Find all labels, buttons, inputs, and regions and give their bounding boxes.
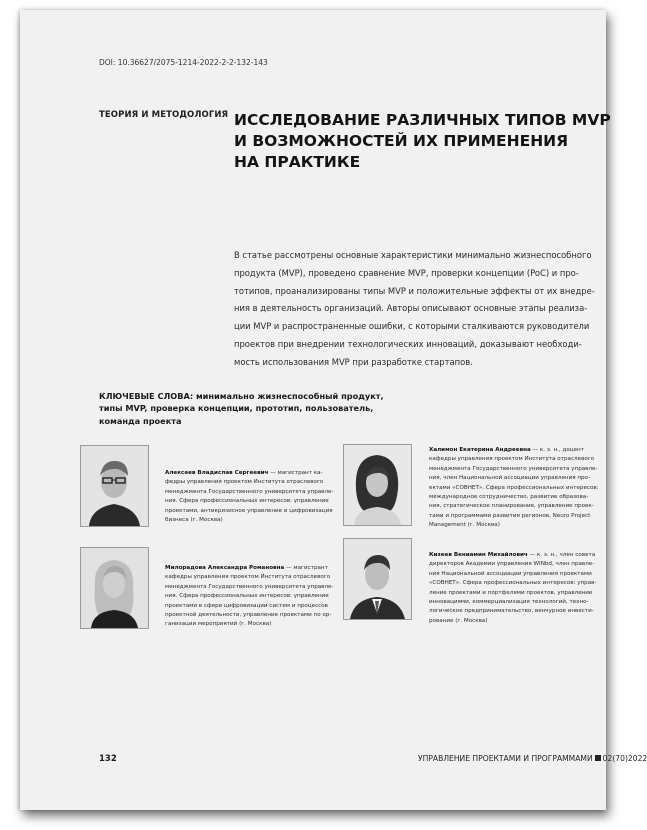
keywords-line: команда проекта xyxy=(99,415,182,426)
doi: DOI: 10.36627/2075-1214-2022-2-2-132-143 xyxy=(99,58,268,67)
journal-name: УПРАВЛЕНИЕ ПРОЕКТАМИ И ПРОГРАММАМИ xyxy=(418,754,593,763)
abstract-line: тотипов, проанализированы типы MVP и положительные эффекты от их внедре- xyxy=(234,285,595,296)
author-photo-miloradova xyxy=(80,547,149,629)
author-bio-alekseev: Алексеев Владислав Сергеевич — магистрант ка- федры управления проектом Института отраслевого менеджмента Государственного университета управле- ния. Сфера профессиональных интересов: управление проектами, антикризисное управление и цифровизация бизнеса (г. Москва) xyxy=(165,470,334,524)
author-name: Кизеев Вениамин Михайлович xyxy=(429,552,528,558)
abstract-line: ции MVP и распространенные ошибки, с которыми сталкиваются руководители xyxy=(234,321,590,332)
author-name: Алексеев Владислав Сергеевич xyxy=(165,470,269,476)
title-line: И ВОЗМОЖНОСТЕЙ ИХ ПРИМЕНЕНИЯ xyxy=(234,132,569,150)
keywords xyxy=(99,390,384,427)
author-photo-kizeev xyxy=(343,538,412,620)
abstract-line: проектов при внедрении технологических инноваций, доказывают необходи- xyxy=(234,338,582,349)
abstract-line: ния в деятельность организаций. Авторы описывают основные этапы реализа- xyxy=(234,303,588,314)
abstract-line: продукта (MVP), проведено сравнение MVP, проверки концепции (PoC) и про- xyxy=(234,267,579,278)
author-name: Милорадова Александра Романовна xyxy=(165,565,285,571)
author-name: Халимон Екатерина Андреевна xyxy=(429,447,531,453)
author-bio-khalimon: Халимон Екатерина Андреевна — к. э. н., доцент кафедры управления проектом Института отраслевого менеджмента Государственного университета управле- ния, член Национальной ассоциации управления про- ектами «СОВНЕТ». Сфера профессиональных интересов: международное сотрудничество, развитие образова- ния, стратегическое планирование, управление проек- тами и программами развития регионов, Neuro Project Management (г. Москва) xyxy=(429,447,599,529)
title-line: НА ПРАКТИКЕ xyxy=(234,153,361,171)
abstract-line: В статье рассмотрены основные характеристики минимально жизнеспособного xyxy=(234,250,592,260)
issue-number: 02(70)2022 xyxy=(602,754,647,763)
title-line: ИССЛЕДОВАНИЕ РАЗЛИЧНЫХ ТИПОВ MVP xyxy=(234,111,611,129)
journal-page xyxy=(20,10,647,810)
keywords-line: КЛЮЧЕВЫЕ СЛОВА: минимально жизнеспособный продукт, xyxy=(99,391,384,401)
page-number: 132 xyxy=(99,754,117,764)
author-photo-khalimon xyxy=(343,444,412,526)
article-title xyxy=(234,110,614,173)
abstract xyxy=(234,247,606,372)
author-bio-miloradova: Милорадова Александра Романовна — магистрант кафедры управления проектом Института отраслевого менеджмента Государственного университета управле- ния. Сфера профессиональных интересов: управление проектами в сфере цифровизации систем и процессов проектной деятельности, управление проектами по ор- ганизации мероприятий (г. Москва) xyxy=(165,565,334,628)
keywords-line: типы MVP, проверка концепции, прототип, пользователь, xyxy=(99,403,374,414)
section-heading: ТЕОРИЯ И МЕТОДОЛОГИЯ xyxy=(99,110,229,120)
author-photo-alekseev xyxy=(80,445,149,527)
abstract-line: мость использования MVP при разработке стартапов. xyxy=(234,356,473,367)
author-bio-kizeev: Кизеев Вениамин Михайлович — к. э. н., член совета директоров Академии управления WINbd, член правле- ния Национальной ассоциации управления проектами «СОВНЕТ». Сфера профессиональных интересов: управ- ление проектами и портфелями проектов, управление инновациями, коммерциализация технологий, техно- логическое предпринимательство, венчурное инвести- рование (г. Москва) xyxy=(429,552,597,624)
journal-footer xyxy=(418,754,647,763)
square-separator-icon xyxy=(595,755,601,761)
